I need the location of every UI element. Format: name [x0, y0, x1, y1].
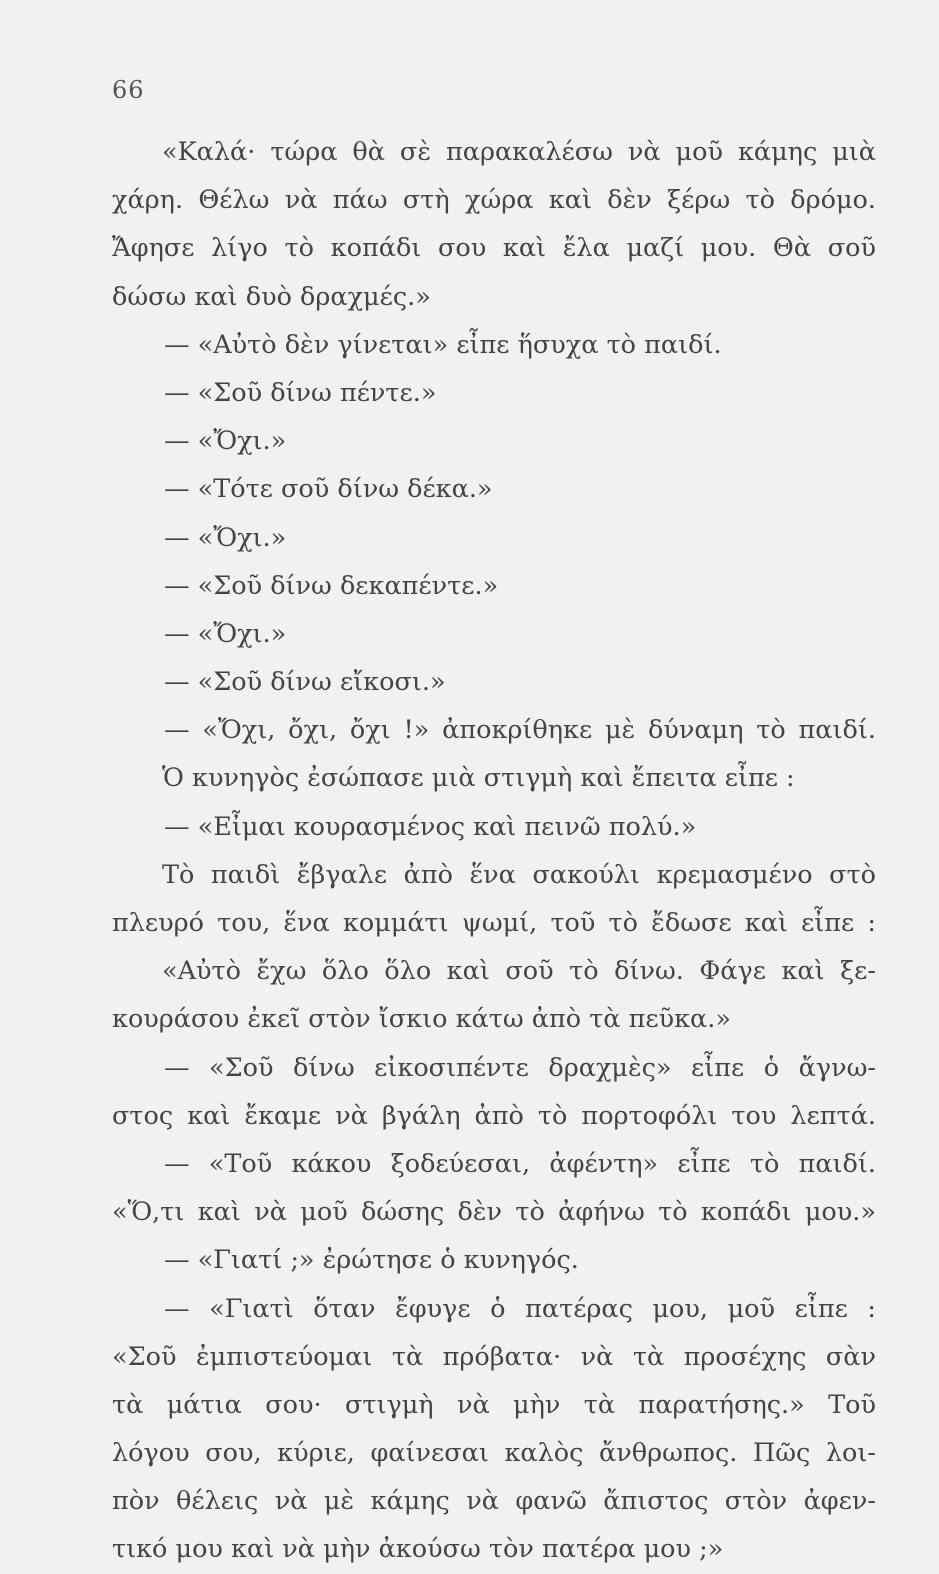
- text-line: — «Τοῦ κάκου ξοδεύεσαι, ἀφέντη» εἶπε τὸ παιδί.: [164, 1148, 876, 1179]
- text-line: στος καὶ ἔκαμε νὰ βγάλη ἀπὸ τὸ πορτοφόλι του λεπτά.: [112, 1100, 876, 1131]
- text-line: — «Ὄχι.»: [164, 522, 287, 553]
- text-line: «Ὅ,τι καὶ νὰ μοῦ δώσης δὲν τὸ ἀφήνω τὸ κοπάδι μου.»: [112, 1197, 876, 1228]
- text-line: Τὸ παιδὶ ἔβγαλε ἀπὸ ἕνα σακούλι κρεμασμένο στὸ: [162, 859, 876, 890]
- text-line: — «Ὄχι, ὄχι, ὄχι !» ἀποκρίθηκε μὲ δύναμη τὸ παιδί.: [164, 715, 876, 746]
- text-line: Ὁ κυνηγὸς ἐσώπασε μιὰ στιγμὴ καὶ ἔπειτα εἶπε :: [162, 763, 795, 794]
- text-line: — «Αὐτὸ δὲν γίνεται» εἶπε ἥσυχα τὸ παιδί.: [164, 329, 722, 360]
- text-line: «Σοῦ ἐμπιστεύομαι τὰ πρόβατα· νὰ τὰ προσέχης σὰν: [112, 1341, 876, 1372]
- text-line: τικό μου καὶ νὰ μὴν ἀκούσω τὸν πατέρα μου ;»: [112, 1534, 724, 1565]
- page-number: 66: [112, 76, 145, 104]
- text-line: — «Γιατί ;» ἐρώτησε ὁ κυνηγός.: [164, 1245, 579, 1276]
- text-line: — «Σοῦ δίνω εἰκοσιπέντε δραχμὲς» εἶπε ὁ ἄγνω-: [164, 1052, 876, 1083]
- text-line: Ἄφησε λίγο τὸ κοπάδι σου καὶ ἔλα μαζί μου. Θὰ σοῦ: [112, 233, 876, 264]
- text-line: — «Εἶμαι κουρασμένος καὶ πεινῶ πολύ.»: [164, 811, 697, 842]
- text-line: «Αὐτὸ ἔχω ὅλο ὅλο καὶ σοῦ τὸ δίνω. Φάγε καὶ ξε-: [162, 956, 876, 987]
- text-line: — «Τότε σοῦ δίνω δέκα.»: [164, 474, 493, 505]
- text-line: κουράσου ἐκεῖ στὸν ἴσκιο κάτω ἀπὸ τὰ πεῦκα.»: [112, 1004, 731, 1035]
- body-text: [112, 128, 876, 1574]
- text-line: — «Σοῦ δίνω πέντε.»: [164, 377, 437, 408]
- text-line: — «Σοῦ δίνω δεκαπέντε.»: [164, 570, 499, 601]
- text-line: χάρη. Θέλω νὰ πάω στὴ χώρα καὶ δὲν ξέρω τὸ δρόμο.: [112, 185, 876, 216]
- text-line: τὰ μάτια σου· στιγμὴ νὰ μὴν τὰ παρατήσης.» Τοῦ: [112, 1389, 876, 1420]
- text-line: δώσω καὶ δυὸ δραχμές.»: [112, 281, 431, 312]
- text-line: λόγου σου, κύριε, φαίνεσαι καλὸς ἄνθρωπος. Πῶς λοι-: [112, 1438, 876, 1469]
- text-line: — «Γιατὶ ὅταν ἔφυγε ὁ πατέρας μου, μοῦ εἶπε :: [164, 1293, 876, 1324]
- text-line: — «Ὄχι.»: [164, 618, 287, 649]
- text-line: — «Ὄχι.»: [164, 426, 287, 457]
- text-line: «Καλά· τώρα θὰ σὲ παρακαλέσω νὰ μοῦ κάμης μιὰ: [162, 137, 876, 167]
- text-line: πλευρό του, ἕνα κομμάτι ψωμί, τοῦ τὸ ἔδωσε καὶ εἶπε :: [112, 908, 876, 938]
- text-line: πὸν θέλεις νὰ μὲ κάμης νὰ φανῶ ἄπιστος στὸν ἀφεν-: [112, 1486, 876, 1517]
- text-line: — «Σοῦ δίνω εἴκοσι.»: [164, 667, 446, 698]
